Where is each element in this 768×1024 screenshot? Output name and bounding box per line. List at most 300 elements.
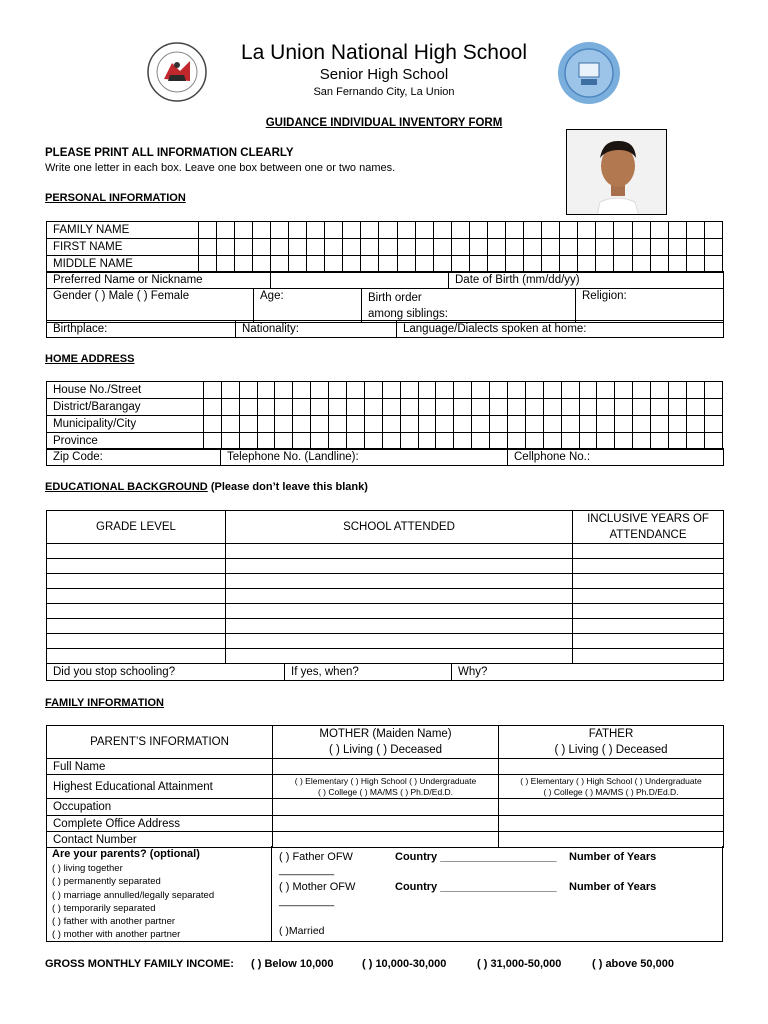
school-cell[interactable]: [226, 604, 573, 619]
letter-box[interactable]: [686, 399, 704, 416]
letter-box[interactable]: [216, 239, 234, 256]
years-cell[interactable]: [573, 574, 724, 589]
letter-box[interactable]: [597, 433, 615, 450]
landline-field[interactable]: Telephone No. (Landline):: [221, 449, 508, 466]
gender-field[interactable]: Gender ( ) Male ( ) Female: [47, 289, 254, 323]
letter-box[interactable]: [524, 256, 542, 273]
letter-box[interactable]: [307, 256, 325, 273]
education-heading: [45, 481, 368, 493]
married-option[interactable]: ( )Married: [279, 925, 325, 937]
letter-box[interactable]: [234, 239, 252, 256]
letter-box[interactable]: [221, 399, 239, 416]
school-name: La Union National High School: [240, 41, 527, 64]
letter-box[interactable]: [632, 222, 650, 239]
letter-box[interactable]: [346, 399, 364, 416]
letter-box[interactable]: [436, 416, 454, 433]
letter-box[interactable]: [289, 222, 307, 239]
letter-box[interactable]: [329, 416, 347, 433]
father-full-name[interactable]: [499, 759, 724, 775]
letter-box[interactable]: [704, 256, 722, 273]
letter-box[interactable]: [490, 416, 508, 433]
grade-cell[interactable]: [47, 649, 226, 664]
mother-occupation[interactable]: [273, 799, 499, 816]
letter-box[interactable]: [433, 256, 451, 273]
letter-box[interactable]: [418, 399, 436, 416]
grade-cell[interactable]: [47, 544, 226, 559]
letter-box[interactable]: [454, 399, 472, 416]
parents-status-question: Are your parents? (optional): [52, 848, 200, 860]
letter-box[interactable]: [198, 222, 216, 239]
years-cell[interactable]: [573, 619, 724, 634]
letter-box[interactable]: [597, 416, 615, 433]
letter-box[interactable]: [651, 433, 669, 450]
letter-box[interactable]: [311, 399, 329, 416]
letter-box[interactable]: [325, 222, 343, 239]
father-ofw-blank[interactable]: _________: [279, 864, 335, 876]
school-cell[interactable]: [226, 574, 573, 589]
letter-box[interactable]: [454, 382, 472, 399]
letter-box[interactable]: [221, 416, 239, 433]
birth-order-field[interactable]: [362, 289, 576, 323]
letter-box[interactable]: [293, 433, 311, 450]
letter-box[interactable]: [704, 416, 722, 433]
letter-box[interactable]: [472, 416, 490, 433]
father-header-title: FATHER: [588, 728, 634, 740]
status-option-temporarily-separated[interactable]: ( ) temporarily separated: [52, 902, 156, 914]
letter-box[interactable]: [561, 382, 579, 399]
letter-box[interactable]: [418, 433, 436, 450]
letter-box[interactable]: [325, 239, 343, 256]
school-cell[interactable]: [226, 544, 573, 559]
letter-box[interactable]: [257, 382, 275, 399]
letter-box[interactable]: [506, 222, 524, 239]
letter-box[interactable]: [275, 399, 293, 416]
letter-box[interactable]: [508, 416, 526, 433]
letter-box[interactable]: [252, 256, 270, 273]
school-cell[interactable]: [226, 634, 573, 649]
letter-box[interactable]: [451, 239, 469, 256]
letter-box[interactable]: [400, 382, 418, 399]
mother-office-address[interactable]: [273, 816, 499, 832]
letter-box[interactable]: [560, 256, 578, 273]
letter-box[interactable]: [415, 239, 433, 256]
father-education-options[interactable]: [499, 775, 724, 799]
language-field[interactable]: Language/Dialects spoken at home:: [397, 321, 724, 338]
letter-box[interactable]: [234, 222, 252, 239]
letter-box[interactable]: [614, 256, 632, 273]
letter-box[interactable]: [542, 239, 560, 256]
letter-box[interactable]: [597, 399, 615, 416]
letter-box[interactable]: [379, 222, 397, 239]
letter-box[interactable]: [561, 433, 579, 450]
letter-box[interactable]: [704, 222, 722, 239]
years-cell[interactable]: [573, 589, 724, 604]
letter-box[interactable]: [275, 416, 293, 433]
nickname-row: [46, 271, 724, 289]
mother-education-options[interactable]: [273, 775, 499, 799]
letter-box[interactable]: [400, 433, 418, 450]
letter-box[interactable]: [257, 416, 275, 433]
letter-box[interactable]: [239, 399, 257, 416]
letter-box[interactable]: [668, 256, 686, 273]
father-ofw-option[interactable]: ( ) Father OFW: [279, 851, 353, 863]
letter-box[interactable]: [524, 239, 542, 256]
street-label: House No./Street: [47, 382, 204, 399]
letter-box[interactable]: [469, 222, 487, 239]
years-cell[interactable]: [573, 544, 724, 559]
letter-box[interactable]: [508, 399, 526, 416]
letter-box[interactable]: [543, 382, 561, 399]
letter-box[interactable]: [524, 222, 542, 239]
letter-box[interactable]: [704, 433, 722, 450]
letter-box[interactable]: [329, 399, 347, 416]
letter-box[interactable]: [203, 433, 221, 450]
letter-box[interactable]: [252, 222, 270, 239]
letter-box[interactable]: [343, 239, 361, 256]
letter-box[interactable]: [346, 433, 364, 450]
father-ofw-country[interactable]: Country ___________________: [395, 851, 557, 863]
letter-box[interactable]: [311, 433, 329, 450]
letter-box[interactable]: [651, 399, 669, 416]
province-label: Province: [47, 433, 204, 450]
letter-box[interactable]: [615, 399, 633, 416]
stop-schooling-field[interactable]: Did you stop schooling?: [47, 664, 285, 681]
letter-box[interactable]: [615, 382, 633, 399]
letter-box[interactable]: [293, 399, 311, 416]
letter-box[interactable]: [329, 382, 347, 399]
letter-box[interactable]: [400, 416, 418, 433]
letter-box[interactable]: [397, 239, 415, 256]
school-cell[interactable]: [226, 619, 573, 634]
letter-box[interactable]: [418, 382, 436, 399]
letter-box[interactable]: [364, 399, 382, 416]
letter-box[interactable]: [361, 256, 379, 273]
letter-box[interactable]: [686, 222, 704, 239]
letter-box[interactable]: [542, 222, 560, 239]
letter-box[interactable]: [293, 382, 311, 399]
letter-box[interactable]: [415, 222, 433, 239]
letter-box[interactable]: [614, 239, 632, 256]
income-option-above-50000[interactable]: ( ) above 50,000: [592, 958, 674, 970]
letter-box[interactable]: [361, 239, 379, 256]
letter-box[interactable]: [436, 399, 454, 416]
letter-box[interactable]: [275, 382, 293, 399]
letter-box[interactable]: [668, 222, 686, 239]
letter-box[interactable]: [270, 222, 288, 239]
letter-box[interactable]: [270, 239, 288, 256]
letter-box[interactable]: [686, 433, 704, 450]
letter-box[interactable]: [198, 239, 216, 256]
address-grid: [46, 381, 723, 450]
letter-box[interactable]: [293, 416, 311, 433]
letter-box[interactable]: [343, 256, 361, 273]
letter-box[interactable]: [436, 433, 454, 450]
age-field[interactable]: Age:: [254, 289, 362, 323]
letter-box[interactable]: [596, 222, 614, 239]
letter-box[interactable]: [686, 382, 704, 399]
school-cell[interactable]: [226, 559, 573, 574]
home-address-heading: HOME ADDRESS: [45, 353, 135, 365]
letter-box[interactable]: [668, 239, 686, 256]
letter-box[interactable]: [311, 382, 329, 399]
letter-box[interactable]: [651, 382, 669, 399]
letter-box[interactable]: [325, 256, 343, 273]
birth-order-label-2: among siblings:: [368, 308, 448, 320]
letter-box[interactable]: [472, 433, 490, 450]
letter-box[interactable]: [578, 256, 596, 273]
letter-box[interactable]: [578, 222, 596, 239]
letter-box[interactable]: [525, 382, 543, 399]
letter-box[interactable]: [257, 399, 275, 416]
letter-box[interactable]: [361, 222, 379, 239]
letter-box[interactable]: [508, 433, 526, 450]
letter-box[interactable]: [307, 222, 325, 239]
zip-field[interactable]: Zip Code:: [47, 449, 221, 466]
letter-box[interactable]: [487, 256, 505, 273]
letter-box[interactable]: [561, 416, 579, 433]
mother-ofw-country[interactable]: Country ___________________: [395, 881, 557, 893]
letter-box[interactable]: [579, 433, 597, 450]
nationality-field[interactable]: Nationality:: [236, 321, 397, 338]
school-cell[interactable]: [226, 589, 573, 604]
letter-box[interactable]: [216, 256, 234, 273]
letter-box[interactable]: [289, 239, 307, 256]
nickname-field[interactable]: [271, 272, 449, 289]
personal-info-heading: PERSONAL INFORMATION: [45, 192, 186, 204]
income-option-below-10000[interactable]: ( ) Below 10,000: [251, 958, 334, 970]
letter-box[interactable]: [451, 222, 469, 239]
mother-edu-options-1: ( ) Elementary ( ) High School ( ) Undergraduate: [294, 775, 477, 786]
letter-box[interactable]: [525, 399, 543, 416]
letter-box[interactable]: [364, 416, 382, 433]
letter-box[interactable]: [579, 416, 597, 433]
letter-box[interactable]: [633, 433, 651, 450]
letter-box[interactable]: [307, 239, 325, 256]
dob-label[interactable]: Date of Birth (mm/dd/yy): [449, 272, 724, 289]
letter-box[interactable]: [543, 416, 561, 433]
income-option-10000-30000[interactable]: ( ) 10,000-30,000: [362, 958, 447, 970]
letter-box[interactable]: [487, 239, 505, 256]
letter-box[interactable]: [686, 239, 704, 256]
letter-box[interactable]: [651, 416, 669, 433]
letter-box[interactable]: [542, 256, 560, 273]
grade-cell[interactable]: [47, 559, 226, 574]
letter-box[interactable]: [203, 416, 221, 433]
grade-cell[interactable]: [47, 619, 226, 634]
status-option-annulled[interactable]: ( ) marriage annulled/legally separated: [52, 889, 215, 901]
years-cell[interactable]: [573, 604, 724, 619]
letter-box[interactable]: [436, 382, 454, 399]
letter-box[interactable]: [289, 256, 307, 273]
letter-box[interactable]: [543, 433, 561, 450]
mother-ofw-blank[interactable]: _________: [279, 895, 335, 907]
letter-box[interactable]: [454, 416, 472, 433]
father-status-options[interactable]: ( ) Living ( ) Deceased: [554, 744, 668, 756]
letter-box[interactable]: [650, 256, 668, 273]
letter-box[interactable]: [418, 416, 436, 433]
contact-number-label: Contact Number: [47, 832, 273, 848]
letter-box[interactable]: [433, 222, 451, 239]
grade-cell[interactable]: [47, 604, 226, 619]
father-header: [499, 726, 724, 759]
letter-box[interactable]: [198, 256, 216, 273]
years-cell[interactable]: [573, 559, 724, 574]
letter-box[interactable]: [252, 239, 270, 256]
letter-box[interactable]: [525, 416, 543, 433]
letter-box[interactable]: [257, 433, 275, 450]
letter-box[interactable]: [382, 416, 400, 433]
education-row: [47, 559, 724, 574]
letter-box[interactable]: [469, 239, 487, 256]
letter-box[interactable]: [329, 433, 347, 450]
school-cell[interactable]: [226, 649, 573, 664]
letter-box[interactable]: [397, 222, 415, 239]
education-row: [47, 544, 724, 559]
letter-box[interactable]: [454, 433, 472, 450]
letter-box[interactable]: [525, 433, 543, 450]
letter-box[interactable]: [275, 433, 293, 450]
letter-box[interactable]: [239, 433, 257, 450]
letter-box[interactable]: [239, 416, 257, 433]
letter-box[interactable]: [704, 399, 722, 416]
grade-cell[interactable]: [47, 574, 226, 589]
letter-box[interactable]: [615, 433, 633, 450]
education-row: [47, 619, 724, 634]
letter-box[interactable]: [560, 239, 578, 256]
letter-box[interactable]: [397, 256, 415, 273]
letter-box[interactable]: [579, 382, 597, 399]
letter-box[interactable]: [669, 382, 687, 399]
letter-box[interactable]: [433, 239, 451, 256]
school-location: San Fernando City, La Union: [313, 86, 455, 98]
letter-box[interactable]: [650, 239, 668, 256]
letter-box[interactable]: [382, 382, 400, 399]
letter-box[interactable]: [451, 256, 469, 273]
letter-box[interactable]: [343, 222, 361, 239]
letter-box[interactable]: [311, 416, 329, 433]
father-edu-options-1: ( ) Elementary ( ) High School ( ) Undergraduate: [520, 775, 702, 786]
letter-box[interactable]: [686, 256, 704, 273]
letter-box[interactable]: [508, 382, 526, 399]
street-row: [47, 382, 723, 399]
years-cell[interactable]: [573, 634, 724, 649]
letter-box[interactable]: [239, 382, 257, 399]
letter-box[interactable]: [560, 222, 578, 239]
letter-box[interactable]: [579, 399, 597, 416]
letter-box[interactable]: [686, 416, 704, 433]
letter-box[interactable]: [400, 399, 418, 416]
father-office-address[interactable]: [499, 816, 724, 832]
letter-box[interactable]: [382, 433, 400, 450]
letter-box[interactable]: [346, 382, 364, 399]
letter-box[interactable]: [669, 416, 687, 433]
letter-box[interactable]: [597, 382, 615, 399]
letter-box[interactable]: [633, 382, 651, 399]
letter-box[interactable]: [596, 239, 614, 256]
father-edu-options-2: ( ) College ( ) MA/MS ( ) Ph.D/Ed.D.: [543, 786, 679, 797]
letter-box[interactable]: [490, 399, 508, 416]
grade-cell[interactable]: [47, 634, 226, 649]
birthplace-field[interactable]: Birthplace:: [47, 321, 236, 338]
stop-why-field[interactable]: Why?: [452, 664, 724, 681]
stop-when-field[interactable]: If yes, when?: [285, 664, 452, 681]
letter-box[interactable]: [221, 382, 239, 399]
mother-ofw-years[interactable]: Number of Years: [569, 881, 657, 893]
education-row: [47, 604, 724, 619]
middle-name-label: MIDDLE NAME: [47, 256, 199, 273]
father-ofw-years[interactable]: Number of Years: [569, 851, 657, 863]
letter-box[interactable]: [596, 256, 614, 273]
letter-box[interactable]: [614, 222, 632, 239]
letter-box[interactable]: [221, 433, 239, 450]
letter-box[interactable]: [704, 239, 722, 256]
income-option-31000-50000[interactable]: ( ) 31,000-50,000: [477, 958, 562, 970]
letter-box[interactable]: [632, 239, 650, 256]
family-table: [46, 725, 724, 848]
mother-edu-options-2: ( ) College ( ) MA/MS ( ) Ph.D/Ed.D.: [317, 786, 454, 797]
letter-box[interactable]: [615, 416, 633, 433]
status-option-mother-partner[interactable]: ( ) mother with another partner: [52, 929, 181, 941]
letter-box[interactable]: [203, 382, 221, 399]
mother-ofw-option[interactable]: ( ) Mother OFW: [279, 881, 356, 893]
letter-box[interactable]: [364, 382, 382, 399]
letter-box[interactable]: [472, 399, 490, 416]
years-cell[interactable]: [573, 649, 724, 664]
letter-box[interactable]: [506, 256, 524, 273]
status-option-permanently-separated[interactable]: ( ) permanently separated: [52, 876, 161, 888]
father-occupation[interactable]: [499, 799, 724, 816]
letter-box[interactable]: [379, 256, 397, 273]
cellphone-field[interactable]: Cellphone No.:: [508, 449, 724, 466]
letter-box[interactable]: [669, 433, 687, 450]
letter-box[interactable]: [415, 256, 433, 273]
mother-status-options[interactable]: ( ) Living ( ) Deceased: [328, 744, 443, 756]
letter-box[interactable]: [633, 399, 651, 416]
mother-full-name[interactable]: [273, 759, 499, 775]
letter-box[interactable]: [669, 399, 687, 416]
letter-box[interactable]: [506, 239, 524, 256]
letter-box[interactable]: [490, 382, 508, 399]
birth-order-label: Birth order: [368, 292, 422, 304]
letter-box[interactable]: [234, 256, 252, 273]
office-address-label: Complete Office Address: [47, 816, 273, 832]
letter-box[interactable]: [472, 382, 490, 399]
letter-box[interactable]: [203, 399, 221, 416]
letter-box[interactable]: [469, 256, 487, 273]
education-heading-note: (Please don’t leave this blank): [207, 481, 368, 493]
letter-box[interactable]: [561, 399, 579, 416]
letter-box[interactable]: [490, 433, 508, 450]
letter-box[interactable]: [633, 416, 651, 433]
letter-box[interactable]: [346, 416, 364, 433]
status-option-father-partner[interactable]: ( ) father with another partner: [52, 916, 176, 928]
letter-box[interactable]: [632, 256, 650, 273]
letter-box[interactable]: [650, 222, 668, 239]
grade-cell[interactable]: [47, 589, 226, 604]
letter-box[interactable]: [487, 222, 505, 239]
letter-box[interactable]: [382, 399, 400, 416]
status-option-living-together[interactable]: ( ) living together: [52, 863, 123, 874]
parents-status-divider: [271, 846, 272, 941]
letter-box[interactable]: [543, 399, 561, 416]
letter-box[interactable]: [216, 222, 234, 239]
religion-field[interactable]: Religion:: [576, 289, 724, 323]
letter-box[interactable]: [578, 239, 596, 256]
letter-box[interactable]: [364, 433, 382, 450]
letter-box[interactable]: [704, 382, 722, 399]
letter-box[interactable]: [270, 256, 288, 273]
letter-box[interactable]: [379, 239, 397, 256]
